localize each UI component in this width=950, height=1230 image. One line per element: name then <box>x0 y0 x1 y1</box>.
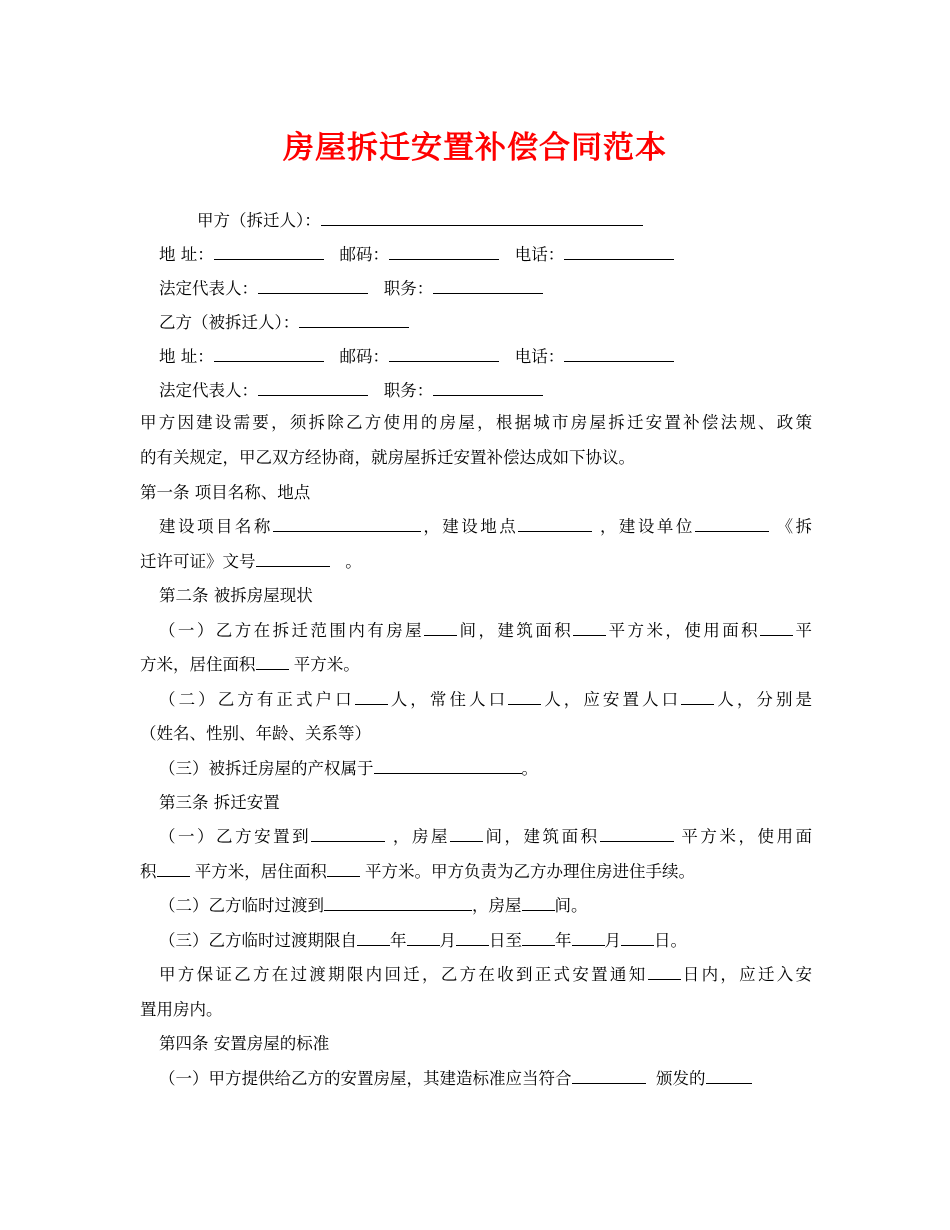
phone-blank <box>564 346 674 362</box>
blank <box>573 620 606 636</box>
phone-label: 电话： <box>514 347 565 366</box>
text: 间，建筑面积 <box>482 827 600 846</box>
postcode-blank <box>389 244 499 260</box>
article-1-heading: 第一条 项目名称、地点 <box>140 483 311 502</box>
postcode-label: 邮码： <box>339 347 389 366</box>
blank <box>572 1068 646 1084</box>
article-2-item-1-line-2 <box>140 654 812 676</box>
blank <box>600 826 674 842</box>
rep-label: 法定代表人： <box>159 279 258 298</box>
text: 人，分别是 <box>714 690 813 709</box>
blank <box>572 930 605 946</box>
blank <box>522 930 555 946</box>
blank <box>760 620 793 636</box>
rep-label: 法定代表人： <box>159 381 258 400</box>
text: 月 <box>604 931 621 950</box>
text: 日。 <box>654 931 687 950</box>
article-1-line-2 <box>140 551 812 573</box>
article-2-item-3 <box>159 758 831 780</box>
blank <box>456 930 489 946</box>
text: 日至 <box>489 931 522 950</box>
phone-blank <box>564 244 674 260</box>
text: （一）乙方安置到 <box>159 827 312 846</box>
party-a-address-line <box>159 244 831 266</box>
blank <box>424 620 457 636</box>
party-b-rep-line <box>159 380 831 402</box>
address-blank <box>214 346 324 362</box>
text: 年 <box>390 931 407 950</box>
text: 间。 <box>554 896 588 915</box>
blank <box>681 689 714 705</box>
party-a-label: 甲方（拆迁人）： <box>197 211 321 230</box>
text: 平方米。甲方负责为乙方办理住房进住手续。 <box>365 862 695 881</box>
position-blank <box>433 278 543 294</box>
text: 甲方保证乙方在过渡期限内回迁，乙方在收到正式安置通知 <box>159 965 648 984</box>
rep-blank <box>258 380 368 396</box>
address-blank <box>214 244 324 260</box>
article-4-item-1 <box>159 1068 831 1090</box>
text: （二）乙方有正式户口 <box>159 690 355 709</box>
text: ，建设单位 <box>599 517 695 536</box>
party-a-blank <box>321 210 643 226</box>
text: （二）乙方临时过渡到 <box>159 896 324 915</box>
party-b-label: 乙方（被拆迁人）： <box>159 313 300 332</box>
article-3-item-1-line-2 <box>140 861 812 883</box>
text: （一）甲方提供给乙方的安置房屋，其建造标准应当符合 <box>159 1069 572 1088</box>
text: 方米，居住面积 <box>140 655 256 674</box>
party-b-address-line <box>159 346 831 368</box>
text: 迁许可证》文号 <box>140 552 256 571</box>
document-title: 房屋拆迁安置补偿合同范本 <box>283 130 667 166</box>
article-1-line-1 <box>159 516 812 538</box>
position-label: 职务： <box>383 279 434 298</box>
text: 平方米，使用面 <box>681 827 813 846</box>
text: 人，应安置人口 <box>541 690 682 709</box>
article-3-heading: 第三条 拆迁安置 <box>159 793 280 812</box>
text: ，房屋 <box>392 827 450 846</box>
article-3-guarantee-line-2: 置用房内。 <box>140 1000 223 1019</box>
rep-blank <box>258 278 368 294</box>
text: 《拆 <box>776 517 813 536</box>
owner-blank <box>374 758 522 774</box>
text: 平 <box>793 621 813 640</box>
blank <box>157 861 190 877</box>
text: 。 <box>521 759 538 778</box>
text: 平方米。 <box>293 655 360 674</box>
article-3-item-2 <box>159 895 831 917</box>
text: 建设项目名称 <box>159 517 273 536</box>
text: （一）乙方在拆迁范围内有房屋 <box>159 621 425 640</box>
article-2-item-2-line-1 <box>159 689 812 711</box>
postcode-label: 邮码： <box>339 245 389 264</box>
position-label: 职务： <box>383 381 434 400</box>
postcode-blank <box>389 346 499 362</box>
text: 颁发的 <box>656 1069 706 1088</box>
text: 日内，应迁入安 <box>680 965 813 984</box>
text: 月 <box>439 931 456 950</box>
blank <box>706 1068 752 1084</box>
site-blank <box>518 516 592 532</box>
blank <box>355 689 388 705</box>
text: 。 <box>345 552 362 571</box>
blank <box>357 930 390 946</box>
unit-blank <box>695 516 769 532</box>
address-label: 地 址： <box>159 245 214 264</box>
blank <box>621 930 654 946</box>
blank <box>324 895 472 911</box>
text: ，建设地点 <box>420 517 519 536</box>
blank <box>522 895 555 911</box>
blank <box>508 689 541 705</box>
article-3-guarantee-line-1 <box>159 964 812 986</box>
article-2-item-2-line-2: （姓名、性别、年龄、关系等） <box>140 724 371 743</box>
blank <box>407 930 440 946</box>
text: 间，建筑面积 <box>457 621 574 640</box>
permit-no-blank <box>256 551 330 567</box>
article-2-item-1-line-1 <box>159 620 812 642</box>
position-blank <box>433 380 543 396</box>
article-3-item-3 <box>159 930 831 952</box>
blank <box>327 861 360 877</box>
text: 人，常住人口 <box>387 690 509 709</box>
text: ，房屋 <box>472 896 522 915</box>
party-b-blank <box>299 312 409 328</box>
blank <box>311 826 385 842</box>
blank <box>450 826 483 842</box>
article-2-heading: 第二条 被拆房屋现状 <box>159 586 313 605</box>
text: 年 <box>555 931 572 950</box>
address-label: 地 址： <box>159 347 214 366</box>
party-a-line <box>197 210 869 232</box>
party-b-line <box>159 312 831 334</box>
text: 平方米，居住面积 <box>194 862 327 881</box>
party-a-rep-line <box>159 278 831 300</box>
phone-label: 电话： <box>514 245 565 264</box>
blank <box>648 964 681 980</box>
project-name-blank <box>273 516 421 532</box>
text: （三）乙方临时过渡期限自 <box>159 931 357 950</box>
article-3-item-1-line-1 <box>159 826 812 848</box>
intro-line-2: 的有关规定，甲乙双方经协商，就房屋拆迁安置补偿达成如下协议。 <box>140 448 635 467</box>
article-4-heading: 第四条 安置房屋的标准 <box>159 1034 330 1053</box>
blank <box>256 654 289 670</box>
text: 平方米，使用面积 <box>606 621 761 640</box>
intro-line-1: 甲方因建设需要，须拆除乙方使用的房屋，根据城市房屋拆迁安置补偿法规、政策 <box>140 413 812 432</box>
text: 积 <box>140 862 157 881</box>
text: （三）被拆迁房屋的产权属于 <box>159 759 374 778</box>
